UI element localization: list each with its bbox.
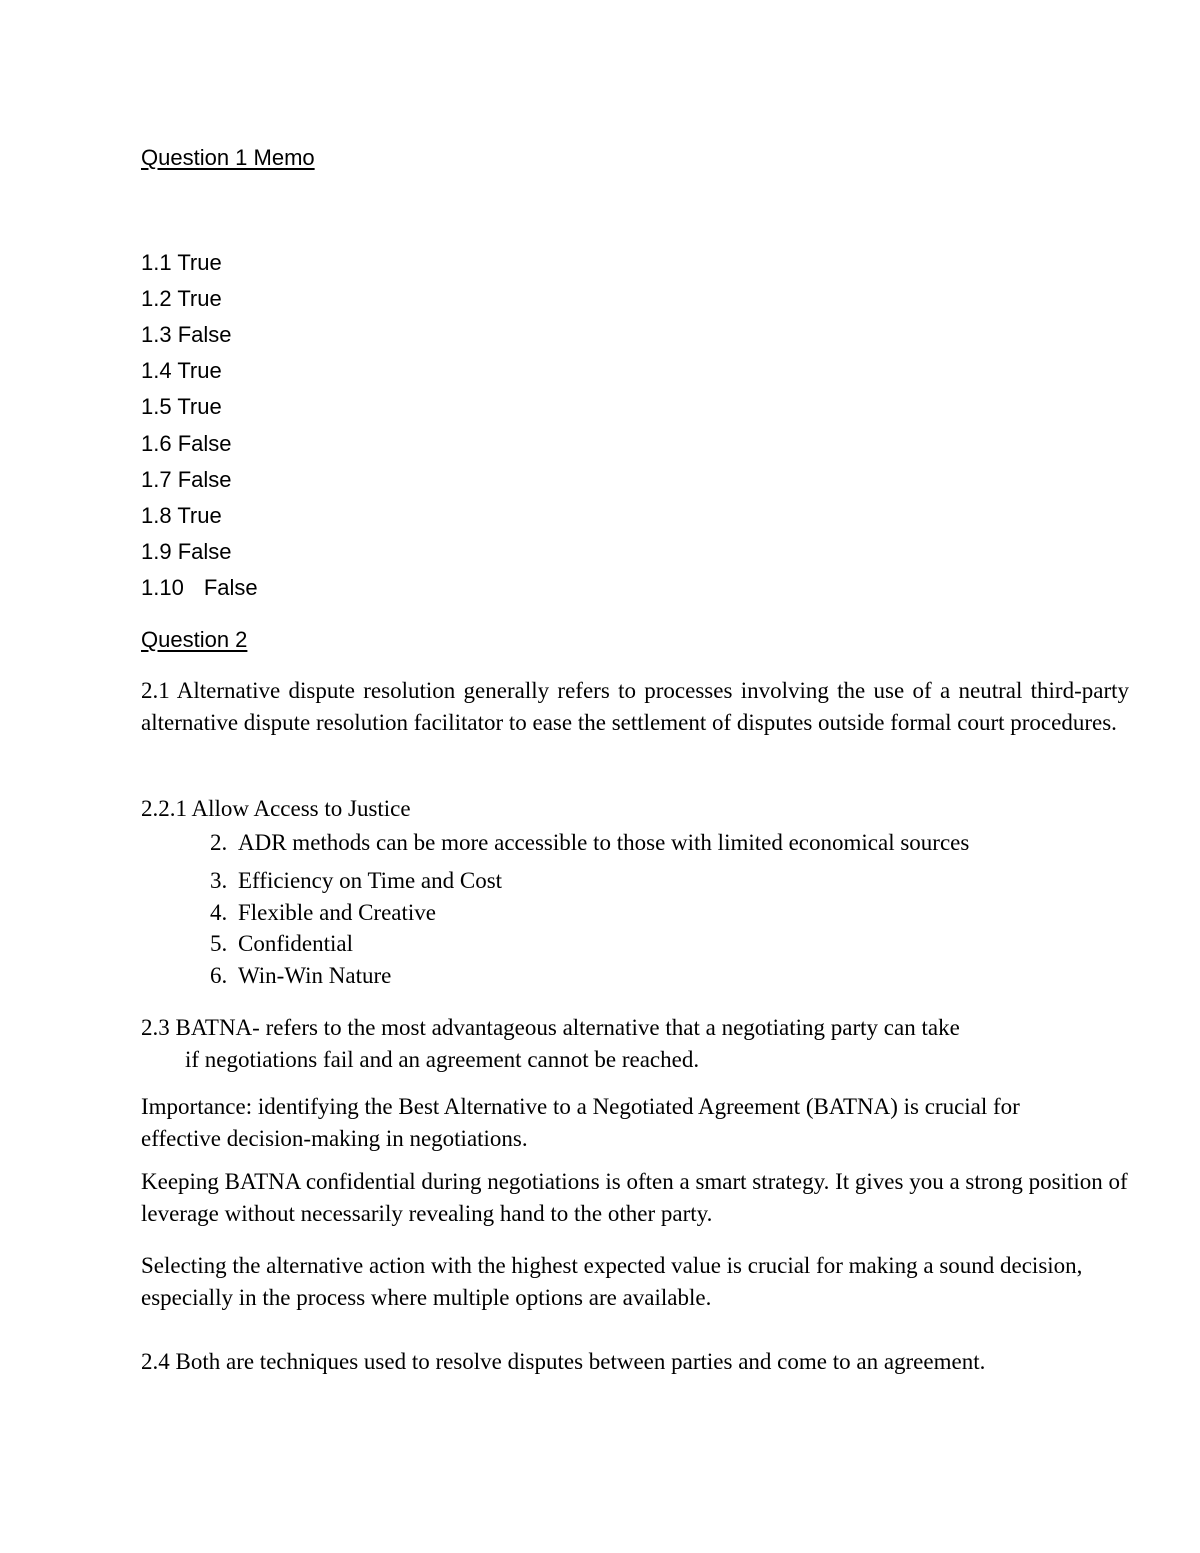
answer-value: False: [177, 539, 232, 564]
answer-item: [141, 503, 222, 529]
list-text: Confidential: [238, 931, 353, 956]
answer-item: [141, 394, 222, 420]
answer-number: 1.1: [141, 250, 172, 275]
question-2-heading: Question 2: [141, 627, 248, 652]
question-1-heading: Question 1 Memo: [141, 145, 315, 170]
list-item: [210, 899, 436, 927]
list-item: [210, 867, 502, 895]
answer-value: True: [177, 286, 222, 311]
list-text: Flexible and Creative: [238, 900, 436, 925]
answer-item: [141, 250, 222, 276]
list-number: 2.: [210, 830, 228, 855]
answer-item: [141, 539, 232, 565]
answer-2-3-line1: 2.3 BATNA- refers to the most advantageous alternative that a negotiating party can take: [141, 1015, 960, 1040]
answer-item: [141, 358, 222, 384]
answer-value: False: [177, 431, 232, 456]
answer-value: True: [177, 394, 222, 419]
list-number: 3.: [210, 868, 228, 893]
answer-value: False: [203, 575, 258, 600]
answer-number: 1.8: [141, 503, 172, 528]
answer-item: [141, 286, 222, 312]
answer-value: True: [177, 358, 222, 383]
list-number: 6.: [210, 963, 228, 988]
list-number: 4.: [210, 900, 228, 925]
answer-item: [141, 322, 232, 348]
list-item: [210, 829, 969, 857]
list-text: Efficiency on Time and Cost: [238, 868, 503, 893]
answer-2-3-line2: if negotiations fail and an agreement cannot be reached.: [185, 1047, 700, 1072]
answer-item: [141, 467, 232, 493]
answer-number: 1.9: [141, 539, 172, 564]
batna-confidential: Keeping BATNA confidential during negotiations is often a smart strategy. It gives you a strong position of leverage without necessarily revealing hand to the other party.: [141, 1169, 1128, 1226]
answer-number: 1.2: [141, 286, 172, 311]
answer-value: False: [177, 322, 232, 347]
answer-number: 1.7: [141, 467, 172, 492]
batna-importance: Importance: identifying the Best Alternative to a Negotiated Agreement (BATNA) is crucial for effective decision-making in negotiations.: [141, 1094, 1020, 1151]
answer-2-1: 2.1 Alternative dispute resolution generally refers to processes involving the use of a neutral third-party alternative dispute resolution facilitator to ease the settlement of disputes outside formal court procedures.: [141, 678, 1129, 735]
list-number: 5.: [210, 931, 228, 956]
answer-number: 1.4: [141, 358, 172, 383]
list-text: Win-Win Nature: [238, 963, 392, 988]
answer-number: 1.6: [141, 431, 172, 456]
list-text: ADR methods can be more accessible to those with limited economical sources: [238, 830, 970, 855]
answer-item: [141, 575, 258, 601]
answer-number: 1.10: [141, 575, 184, 600]
answer-value: False: [177, 467, 232, 492]
list-item: [210, 962, 391, 990]
answer-item: [141, 431, 232, 457]
answer-number: 1.5: [141, 394, 172, 419]
batna-selecting: Selecting the alternative action with the highest expected value is crucial for making a sound decision, especially in the process where multiple options are available.: [141, 1253, 1083, 1310]
answer-2-2-1: 2.2.1 Allow Access to Justice: [141, 796, 411, 821]
answer-value: True: [177, 250, 222, 275]
answer-2-4: 2.4 Both are techniques used to resolve disputes between parties and come to an agreement.: [141, 1349, 986, 1374]
list-item: [210, 930, 353, 958]
answer-number: 1.3: [141, 322, 172, 347]
answer-value: True: [177, 503, 222, 528]
